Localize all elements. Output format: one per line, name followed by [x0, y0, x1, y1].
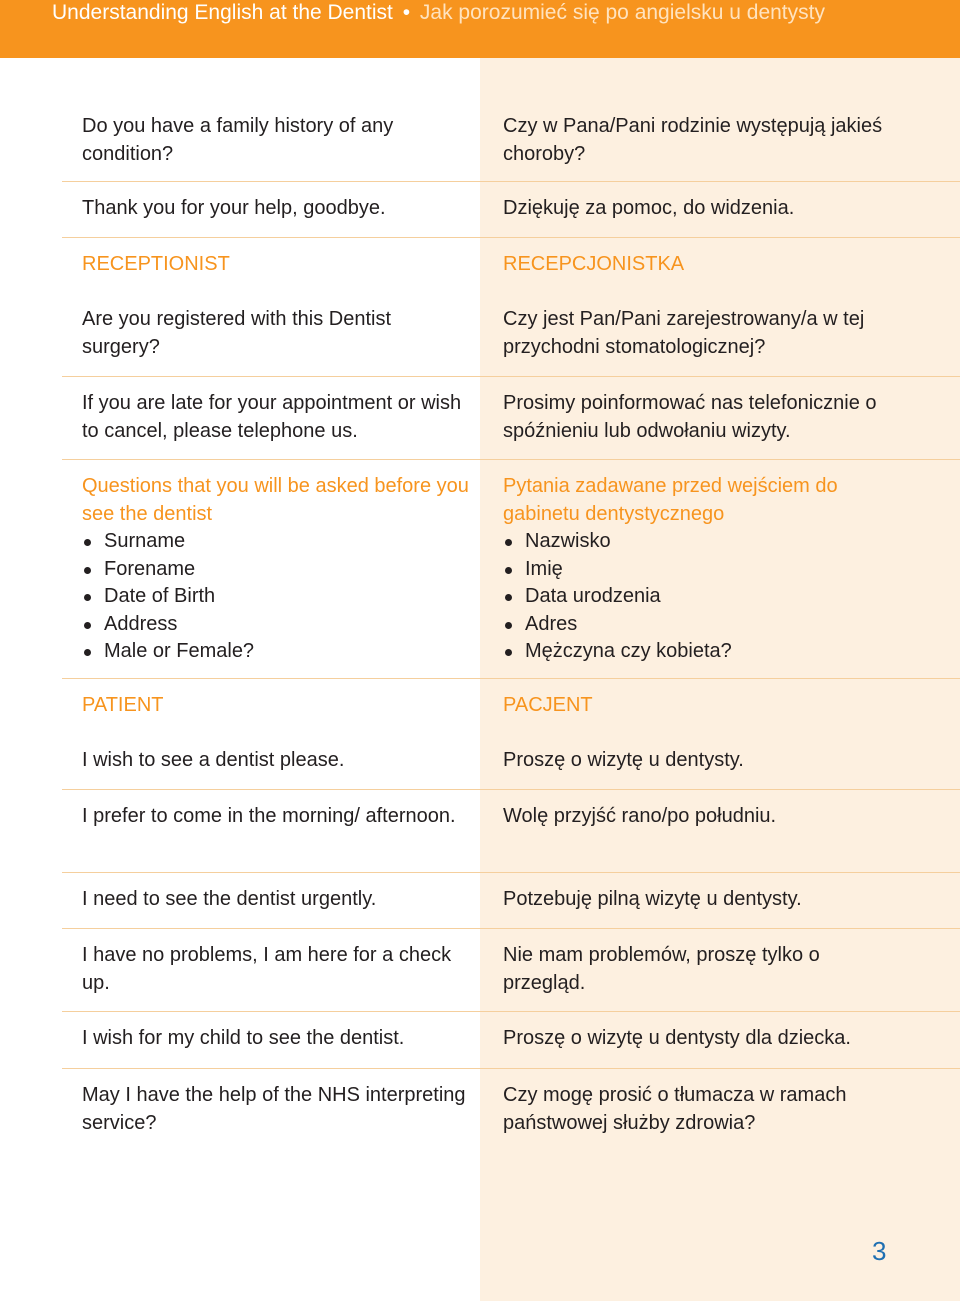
- section-heading-patient: [62, 679, 960, 734]
- list-item: Forename: [82, 556, 472, 584]
- phrase-row-goodbye: [62, 182, 960, 238]
- phrase-pl: Proszę o wizytę u dentysty dla dziecka.: [503, 1027, 851, 1049]
- section-heading-en: PATIENT: [82, 694, 164, 716]
- list-item: Date of Birth: [82, 583, 472, 611]
- phrase-en: Are you registered with this Dentist surgery?: [82, 308, 392, 358]
- phrase-en: I need to see the dentist urgently.: [82, 888, 377, 910]
- list-item: Imię: [503, 556, 903, 584]
- questions-pl: [503, 473, 903, 666]
- phrase-pl: Proszę o wizytę u dentysty.: [503, 749, 744, 771]
- phrase-row-interpreter: [62, 1069, 960, 1151]
- phrase-row-family-history: [62, 100, 960, 182]
- phrase-row-check-up: [62, 929, 960, 1012]
- header-title-pl: Jak porozumieć się po angielsku u dentysty: [419, 1, 825, 24]
- phrase-table: [62, 100, 960, 1151]
- phrase-pl: Nie mam problemów, proszę tylko o przegląd.: [503, 944, 820, 994]
- header-title: [52, 0, 825, 26]
- phrase-pl: Wolę przyjść rano/po południu.: [503, 805, 777, 827]
- list-item: Nazwisko: [503, 528, 903, 556]
- list-item: Surname: [82, 528, 472, 556]
- list-item: Data urodzenia: [503, 583, 903, 611]
- questions-list-pl: [503, 528, 903, 666]
- phrase-row-child: [62, 1012, 960, 1069]
- phrase-en: Thank you for your help, goodbye.: [82, 197, 386, 219]
- phrase-row-late-cancel: [62, 377, 960, 460]
- phrase-row-questions: [62, 460, 960, 679]
- header-bar: [0, 0, 960, 58]
- phrase-pl: Prosimy poinformować nas telefonicznie o spóźnieniu lub odwołaniu wizyty.: [503, 392, 877, 442]
- header-separator: •: [402, 1, 411, 24]
- section-heading-pl: PACJENT: [503, 694, 593, 716]
- phrase-en: If you are late for your appointment or wish to cancel, please telephone us.: [82, 392, 462, 442]
- list-item: Adres: [503, 611, 903, 639]
- phrase-pl: Czy w Pana/Pani rodzinie występują jakieś choroby?: [503, 115, 883, 165]
- questions-en: [82, 473, 472, 666]
- phrase-row-urgent: [62, 873, 960, 929]
- phrase-en: I prefer to come in the morning/ afternoon.: [82, 805, 456, 827]
- phrase-row-see-dentist: [62, 734, 960, 790]
- questions-heading-en: Questions that you will be asked before you see the dentist: [82, 475, 469, 525]
- section-heading-pl: RECEPCJONISTKA: [503, 253, 685, 275]
- list-item: Address: [82, 611, 472, 639]
- phrase-en: I wish for my child to see the dentist.: [82, 1027, 405, 1049]
- header-title-en: Understanding English at the Dentist: [52, 1, 393, 24]
- phrase-en: May I have the help of the NHS interpreting service?: [82, 1084, 466, 1134]
- questions-heading-pl: Pytania zadawane przed wejściem do gabinetu dentystycznego: [503, 475, 838, 525]
- page-number: 3: [872, 1236, 887, 1266]
- phrase-pl: Czy mogę prosić o tłumacza w ramach państwowej służby zdrowia?: [503, 1084, 847, 1134]
- list-item: Male or Female?: [82, 638, 472, 666]
- phrase-pl: Potzebuję pilną wizytę u dentysty.: [503, 888, 802, 910]
- list-item: Mężczyna czy kobieta?: [503, 638, 903, 666]
- questions-list-en: [82, 528, 472, 666]
- phrase-row-registered: [62, 293, 960, 377]
- phrase-pl: Dziękuję za pomoc, do widzenia.: [503, 197, 795, 219]
- phrase-en: I wish to see a dentist please.: [82, 749, 345, 771]
- phrase-pl: Czy jest Pan/Pani zarejestrowany/a w tej przychodni stomatologicznej?: [503, 308, 865, 358]
- section-heading-receptionist: [62, 238, 960, 293]
- phrase-en: Do you have a family history of any condition?: [82, 115, 394, 165]
- phrase-en: I have no problems, I am here for a check up.: [82, 944, 452, 994]
- section-heading-en: RECEPTIONIST: [82, 253, 230, 275]
- phrase-row-morning-afternoon: [62, 790, 960, 873]
